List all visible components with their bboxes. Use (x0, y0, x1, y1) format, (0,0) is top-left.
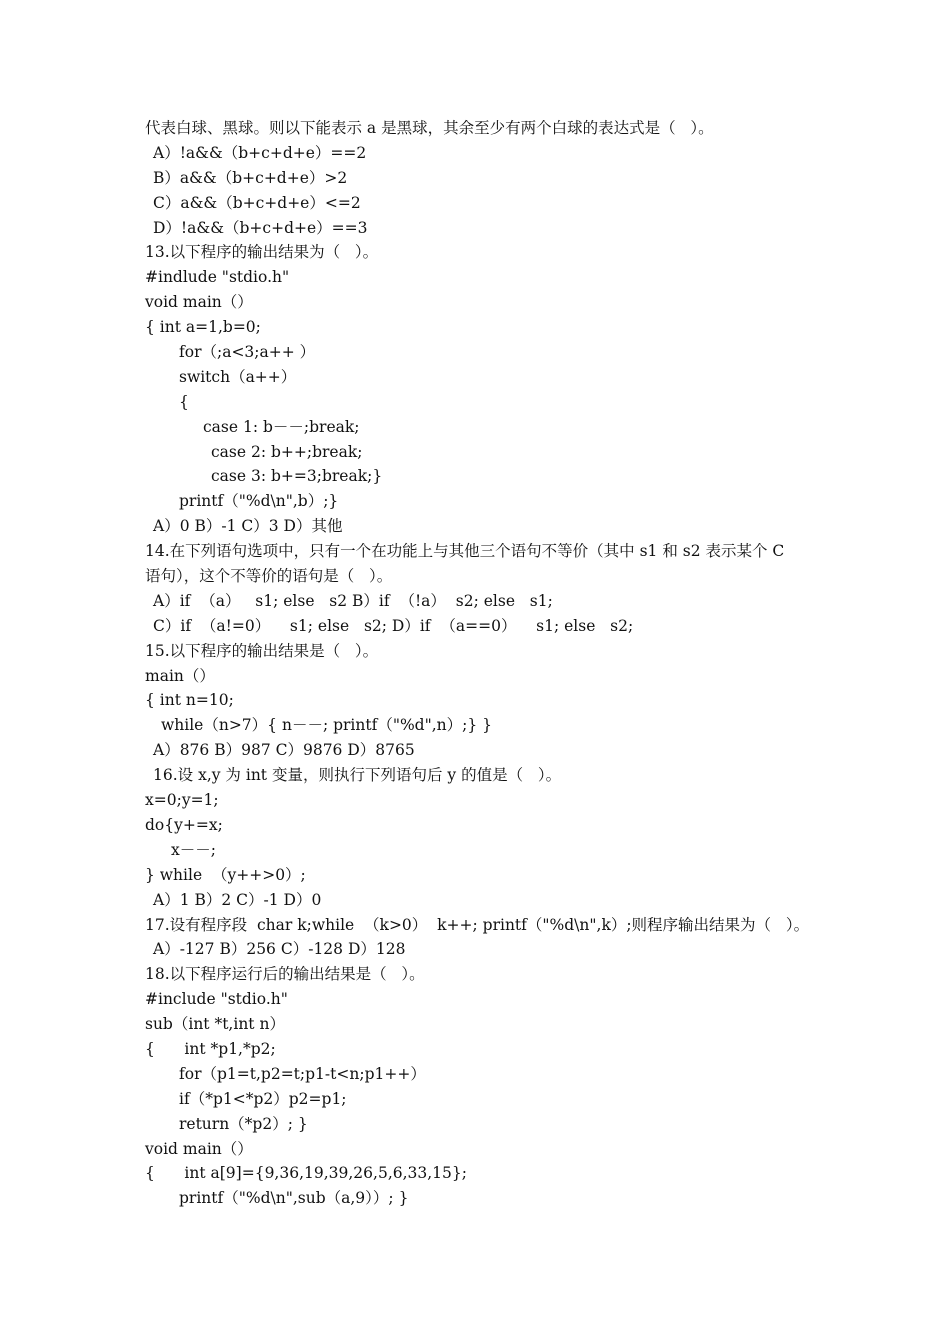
text-line: { (179, 392, 189, 411)
text-line: #indlude "stdio.h" (145, 268, 290, 287)
text-line: do{y+=x; (145, 815, 223, 834)
text-line: C）if （a!=0） s1; else s2; D）if （a==0） s1; else s2; (153, 616, 634, 635)
text-line: { int n=10; (145, 691, 234, 710)
text-line: 语句），这个不等价的语句是（ ）。 (145, 567, 393, 586)
text-line: printf（"%d\n",sub（a,9））; } (179, 1189, 409, 1208)
text-line: A）1 B）2 C）-1 D）0 (153, 890, 322, 909)
text-line: sub（int *t,int n） (145, 1015, 285, 1034)
text-line: #include "stdio.h" (145, 990, 288, 1009)
text-line: B）a&&（b+c+d+e）>2 (153, 168, 348, 187)
document-body (145, 116, 825, 1211)
text-line: for（;a<3;a++ ） (179, 343, 316, 362)
text-line: switch（a++） (179, 367, 297, 386)
text-line: 17.设有程序段 char k;while （k>0） k++; printf（"%d\n",k）;则程序输出结果为（ ）。 (145, 915, 810, 934)
text-line: main（） (145, 666, 215, 685)
text-line: 代表白球、黑球。则以下能表示 a 是黑球，其余至少有两个白球的表达式是（ ）。 (145, 119, 714, 137)
text-line: A）876 B）987 C）9876 D）8765 (153, 741, 415, 760)
text-line: } while （y++>0）; (145, 865, 306, 884)
text-line: C）a&&（b+c+d+e）<=2 (153, 193, 361, 212)
text-line: case 3: b+=3;break;} (211, 467, 383, 486)
text-line: while（n>7）{ n－－; printf（"%d",n）;} } (161, 716, 493, 735)
text-line: A）0 B）-1 C）3 D）其他 (153, 517, 343, 536)
text-line: A）!a&&（b+c+d+e）==2 (153, 143, 367, 162)
text-line: void main（） (145, 1139, 253, 1158)
text-line: for（p1=t,p2=t;p1-t<n;p1++） (179, 1064, 426, 1083)
text-line: case 1: b－－;break; (203, 417, 360, 436)
text-line: x=0;y=1; (145, 791, 219, 810)
text-line: 14.在下列语句选项中，只有一个在功能上与其他三个语句不等价（其中 s1 和 s2 表示某个 C (145, 542, 785, 561)
text-line: printf（"%d\n",b）;} (179, 492, 339, 511)
text-line: 15.以下程序的输出结果是（ ）。 (145, 641, 379, 660)
text-line: A）-127 B）256 C）-128 D）128 (153, 940, 406, 959)
text-line: { int a[9]={9,36,19,39,26,5,6,33,15}; (145, 1164, 467, 1183)
text-line: if（*p1<*p2）p2=p1; (179, 1089, 347, 1108)
text-line: D）!a&&（b+c+d+e）==3 (153, 218, 368, 237)
text-line: return（*p2）; } (179, 1114, 308, 1133)
text-line: x－－; (171, 840, 216, 859)
text-line: case 2: b++;break; (211, 442, 363, 461)
text-line: void main（） (145, 293, 253, 312)
text-line: 16.设 x,y 为 int 变量，则执行下列语句后 y 的值是（ ）。 (153, 766, 562, 785)
text-line: 18.以下程序运行后的输出结果是（ ）。 (145, 965, 425, 984)
text-line: 13.以下程序的输出结果为（ ）。 (145, 243, 379, 262)
text-line: A）if （a） s1; else s2 B）if （!a） s2; else s1; (153, 591, 553, 610)
text-line: { int *p1,*p2; (145, 1039, 276, 1058)
text-line: { int a=1,b=0; (145, 318, 261, 337)
